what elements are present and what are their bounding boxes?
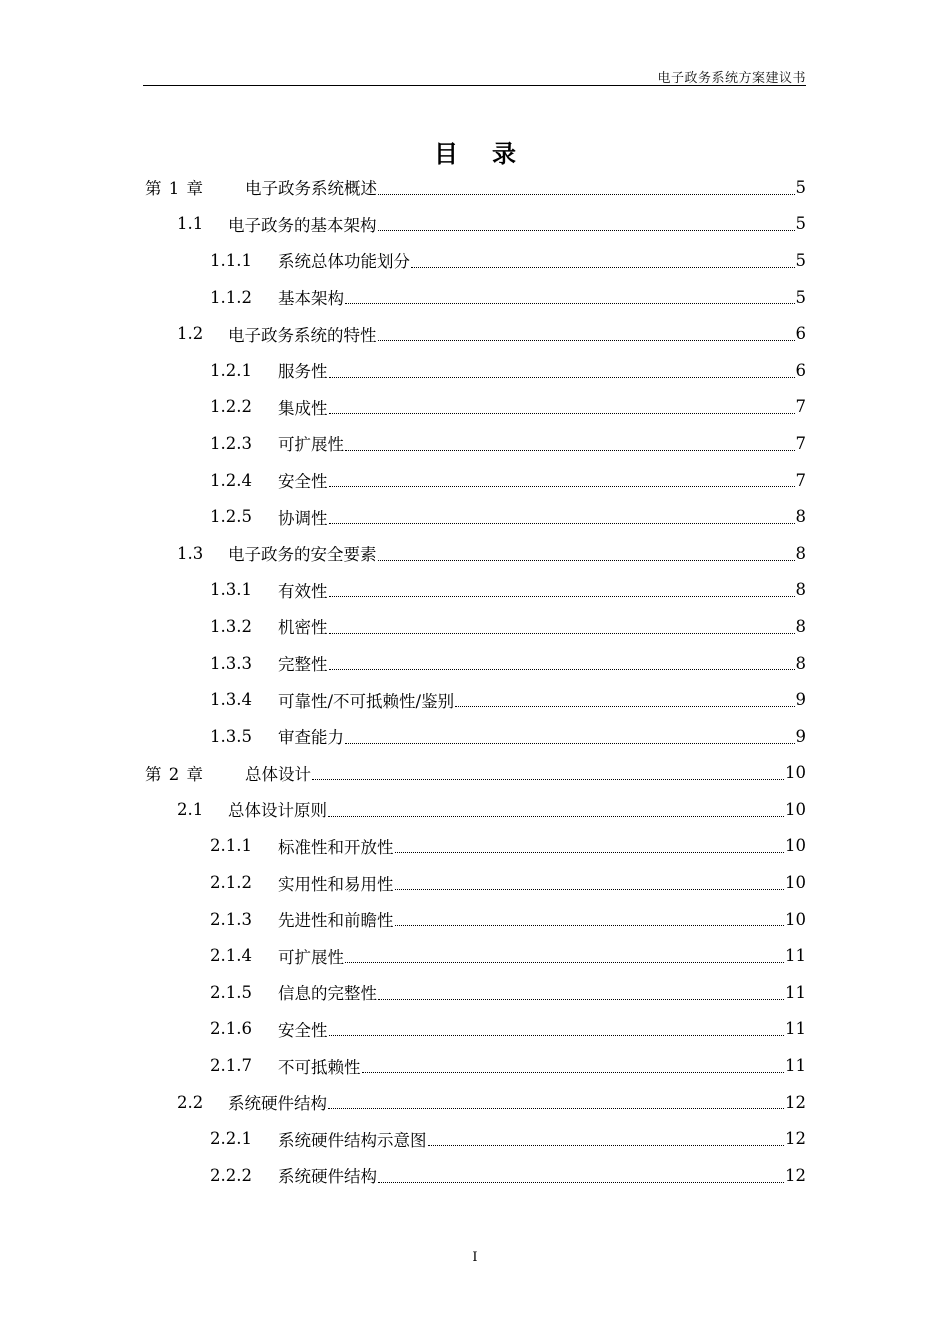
toc-dot-leader (378, 546, 795, 561)
toc-dot-leader (312, 765, 784, 780)
toc-entry-title: 集成性 (278, 398, 328, 418)
toc-entry[interactable] (143, 681, 806, 718)
toc-dot-leader (378, 326, 795, 341)
table-of-contents (143, 169, 806, 1194)
toc-entry-title: 不可抵赖性 (278, 1057, 361, 1077)
toc-entry-number: 1.2.1 (210, 360, 252, 380)
toc-entry-number: 1.3.2 (210, 616, 252, 636)
header-rule (143, 85, 806, 86)
toc-entry[interactable] (143, 462, 806, 499)
toc-entry[interactable] (143, 937, 806, 974)
toc-entry-page: 12 (785, 1129, 806, 1149)
toc-entry-page: 11 (785, 982, 806, 1002)
toc-entry-number: 1.3.1 (210, 580, 252, 600)
toc-entry[interactable] (143, 755, 806, 792)
toc-entry-title: 有效性 (278, 581, 328, 601)
toc-entry[interactable] (143, 572, 806, 609)
toc-entry-number: 2.2.1 (210, 1129, 252, 1149)
toc-entry-number: 1.2.4 (210, 470, 252, 490)
toc-dot-leader (329, 399, 795, 414)
toc-dot-leader (428, 1131, 785, 1146)
toc-entry-number: 2.1.6 (210, 1019, 252, 1039)
toc-entry-number: 1.2.5 (210, 507, 252, 527)
toc-entry-page: 9 (795, 726, 806, 746)
toc-dot-leader (395, 875, 785, 890)
toc-entry-page: 5 (795, 177, 806, 197)
toc-entry-title: 电子政务的安全要素 (228, 545, 377, 565)
toc-entry[interactable] (143, 901, 806, 938)
footer-page-number: I (472, 1250, 478, 1265)
toc-entry-number: 2.2.2 (210, 1165, 252, 1185)
toc-entry-number: 1.3.4 (210, 690, 252, 710)
toc-entry-page: 5 (795, 287, 806, 307)
toc-dot-leader (345, 289, 795, 304)
toc-entry-page: 7 (795, 433, 806, 453)
running-header: 电子政务系统方案建议书 (657, 71, 806, 86)
toc-dot-leader (378, 985, 784, 1000)
toc-entry-number: 2.1.1 (210, 836, 252, 856)
toc-entry-page: 10 (785, 763, 806, 783)
toc-dot-leader (329, 582, 795, 597)
toc-entry-number: 1.2 (177, 324, 204, 344)
toc-dot-leader (395, 838, 785, 853)
toc-entry-title: 可靠性/不可抵赖性/鉴别 (278, 691, 455, 711)
toc-entry-number: 2.1.4 (210, 946, 252, 966)
toc-entry-title: 安全性 (278, 472, 328, 492)
toc-dot-leader (329, 619, 795, 634)
toc-entry[interactable] (143, 1120, 806, 1157)
toc-dot-leader (378, 180, 795, 195)
toc-entry[interactable] (143, 864, 806, 901)
toc-entry-title: 协调性 (278, 508, 328, 528)
toc-entry[interactable] (143, 974, 806, 1011)
toc-entry-page: 8 (795, 543, 806, 563)
toc-dot-leader (345, 436, 795, 451)
toc-entry-title: 标准性和开放性 (278, 837, 394, 857)
toc-entry[interactable] (143, 242, 806, 279)
toc-entry-title: 系统硬件结构 (228, 1094, 327, 1114)
toc-entry-page: 5 (795, 250, 806, 270)
toc-dot-leader (328, 802, 784, 817)
toc-entry-title: 电子政务系统概述 (245, 179, 377, 199)
toc-entry[interactable] (143, 1084, 806, 1121)
toc-entry[interactable] (143, 169, 806, 206)
toc-entry-title: 基本架构 (278, 289, 344, 309)
toc-entry-page: 10 (785, 836, 806, 856)
toc-dot-leader (345, 729, 795, 744)
toc-entry[interactable] (143, 425, 806, 462)
toc-entry-page: 7 (795, 470, 806, 490)
toc-entry[interactable] (143, 498, 806, 535)
toc-entry-number: 2.1.3 (210, 909, 252, 929)
toc-entry-page: 6 (795, 360, 806, 380)
toc-entry-page: 12 (785, 1165, 806, 1185)
toc-entry[interactable] (143, 1157, 806, 1194)
toc-entry-number: 1.3.5 (210, 726, 252, 746)
toc-title: 目录 (434, 139, 550, 168)
toc-entry[interactable] (143, 718, 806, 755)
toc-entry-number: 2.1 (177, 799, 204, 819)
toc-dot-leader (362, 1058, 785, 1073)
toc-entry[interactable] (143, 352, 806, 389)
toc-dot-leader (329, 509, 795, 524)
toc-entry-title: 安全性 (278, 1020, 328, 1040)
toc-entry-page: 10 (785, 873, 806, 893)
toc-entry-page: 6 (795, 324, 806, 344)
toc-entry-number: 2.1.2 (210, 873, 252, 893)
toc-entry[interactable] (143, 608, 806, 645)
toc-entry-number: 1.1.1 (210, 250, 252, 270)
toc-entry[interactable] (143, 791, 806, 828)
toc-entry-title: 审查能力 (278, 728, 344, 748)
toc-entry-number: 2.1.7 (210, 1056, 252, 1076)
toc-entry-page: 5 (795, 214, 806, 234)
toc-entry-title: 实用性和易用性 (278, 874, 394, 894)
toc-dot-leader (395, 911, 785, 926)
toc-entry-title: 先进性和前瞻性 (278, 911, 394, 931)
toc-entry-title: 电子政务系统的特性 (228, 325, 377, 345)
toc-entry-page: 11 (785, 946, 806, 966)
toc-entry-page: 10 (785, 799, 806, 819)
toc-entry-page: 8 (795, 616, 806, 636)
toc-entry-title: 信息的完整性 (278, 984, 377, 1004)
toc-entry[interactable] (143, 1047, 806, 1084)
toc-dot-leader (329, 363, 795, 378)
toc-entry[interactable] (143, 645, 806, 682)
toc-entry[interactable] (143, 1011, 806, 1048)
toc-entry-number: 第 2 章 (145, 764, 204, 784)
toc-entry[interactable] (143, 828, 806, 865)
toc-entry-number: 1.2.3 (210, 433, 252, 453)
toc-entry-page: 8 (795, 507, 806, 527)
toc-entry-page: 11 (785, 1056, 806, 1076)
toc-entry-number: 1.1 (177, 214, 204, 234)
toc-entry-number: 2.1.5 (210, 982, 252, 1002)
toc-entry-number: 1.3 (177, 543, 204, 563)
toc-entry-title: 机密性 (278, 618, 328, 638)
toc-entry-number: 1.1.2 (210, 287, 252, 307)
toc-dot-leader (329, 472, 795, 487)
toc-entry-title: 服务性 (278, 362, 328, 382)
toc-entry-page: 9 (795, 690, 806, 710)
toc-entry[interactable] (143, 206, 806, 243)
toc-entry-page: 7 (795, 397, 806, 417)
toc-entry-page: 8 (795, 580, 806, 600)
toc-entry-number: 1.2.2 (210, 397, 252, 417)
toc-dot-leader (411, 253, 795, 268)
toc-dot-leader (345, 948, 784, 963)
toc-entry-title: 系统硬件结构 (278, 1167, 377, 1187)
toc-entry[interactable] (143, 279, 806, 316)
toc-entry[interactable] (143, 535, 806, 572)
toc-dot-leader (328, 1094, 784, 1109)
toc-dot-leader (329, 655, 795, 670)
toc-dot-leader (378, 216, 795, 231)
toc-entry[interactable] (143, 389, 806, 426)
toc-entry-number: 1.3.3 (210, 653, 252, 673)
toc-entry-title: 总体设计原则 (228, 801, 327, 821)
toc-entry-title: 总体设计 (245, 764, 311, 784)
toc-entry-number: 第 1 章 (145, 179, 204, 199)
toc-entry-page: 12 (785, 1092, 806, 1112)
toc-entry-title: 完整性 (278, 655, 328, 675)
toc-dot-leader (378, 1168, 784, 1183)
toc-dot-leader (455, 692, 794, 707)
toc-entry-title: 电子政务的基本架构 (228, 215, 377, 235)
toc-entry-page: 10 (785, 909, 806, 929)
toc-entry[interactable] (143, 315, 806, 352)
toc-entry-title: 可扩展性 (278, 947, 344, 967)
toc-entry-title: 系统硬件结构示意图 (278, 1130, 427, 1150)
toc-entry-title: 可扩展性 (278, 435, 344, 455)
toc-entry-page: 11 (785, 1019, 806, 1039)
toc-entry-number: 2.2 (177, 1092, 204, 1112)
toc-dot-leader (329, 1021, 785, 1036)
toc-entry-page: 8 (795, 653, 806, 673)
toc-entry-title: 系统总体功能划分 (278, 252, 410, 272)
